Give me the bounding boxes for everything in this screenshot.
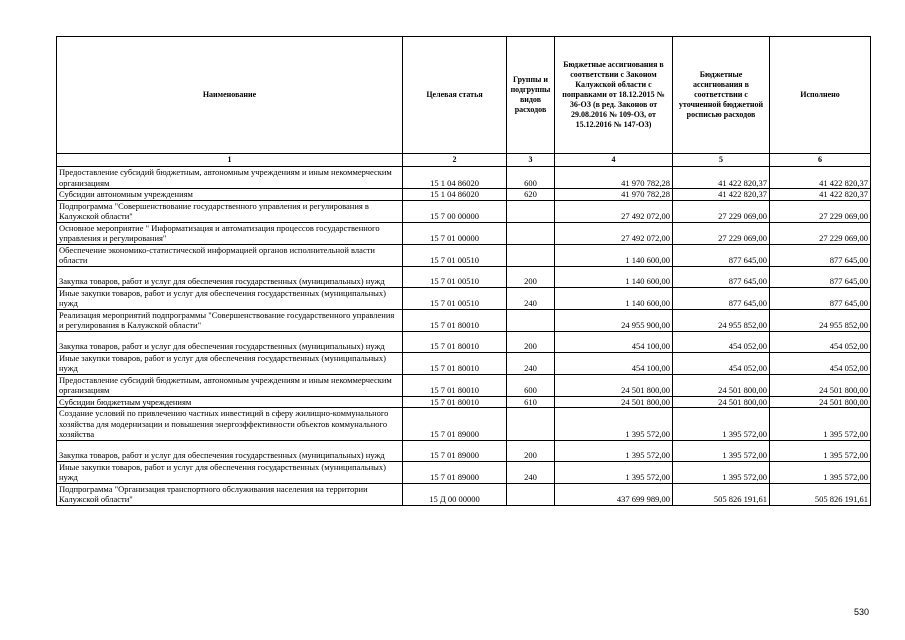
row-refined-amount: 454 052,00 bbox=[673, 352, 770, 374]
row-target-article: 15 7 00 00000 bbox=[403, 200, 507, 222]
row-law-amount: 1 140 600,00 bbox=[555, 244, 673, 266]
table-row bbox=[57, 200, 871, 222]
row-expense-group: 200 bbox=[507, 440, 555, 461]
row-executed-amount: 454 052,00 bbox=[770, 352, 871, 374]
row-refined-amount: 24 955 852,00 bbox=[673, 309, 770, 331]
row-refined-amount: 24 501 800,00 bbox=[673, 374, 770, 396]
header-expense-groups: Группы и подгруппы видов расходов bbox=[507, 37, 555, 154]
table-row bbox=[57, 374, 871, 396]
row-expense-group bbox=[507, 200, 555, 222]
row-refined-amount: 454 052,00 bbox=[673, 331, 770, 352]
table-row bbox=[57, 266, 871, 287]
row-expense-group: 240 bbox=[507, 461, 555, 483]
row-name: Закупка товаров, работ и услуг для обеспечения государственных (муниципальных) нужд bbox=[57, 266, 403, 287]
row-expense-group bbox=[507, 244, 555, 266]
row-target-article: 15 7 01 89000 bbox=[403, 440, 507, 461]
table-row bbox=[57, 408, 871, 441]
row-target-article: 15 1 04 86020 bbox=[403, 189, 507, 201]
row-name: Иные закупки товаров, работ и услуг для обеспечения государственных (муниципальных) нужд bbox=[57, 287, 403, 309]
row-law-amount: 1 140 600,00 bbox=[555, 266, 673, 287]
row-expense-group bbox=[507, 222, 555, 244]
row-refined-amount: 877 645,00 bbox=[673, 244, 770, 266]
row-executed-amount: 505 826 191,61 bbox=[770, 483, 871, 505]
column-number: 5 bbox=[673, 154, 770, 167]
row-executed-amount: 877 645,00 bbox=[770, 266, 871, 287]
row-law-amount: 1 395 572,00 bbox=[555, 408, 673, 441]
table-row bbox=[57, 222, 871, 244]
row-refined-amount: 41 422 820,37 bbox=[673, 167, 770, 189]
table-row bbox=[57, 483, 871, 505]
table-row bbox=[57, 287, 871, 309]
row-executed-amount: 454 052,00 bbox=[770, 331, 871, 352]
table-row bbox=[57, 331, 871, 352]
row-expense-group: 600 bbox=[507, 167, 555, 189]
row-expense-group bbox=[507, 483, 555, 505]
header-refined-allocations: Бюджетные ассигнования в соответствии с уточненной бюджетной росписью расходов bbox=[673, 37, 770, 154]
row-target-article: 15 7 01 00510 bbox=[403, 244, 507, 266]
column-number: 1 bbox=[57, 154, 403, 167]
row-executed-amount: 24 501 800,00 bbox=[770, 396, 871, 408]
row-refined-amount: 1 395 572,00 bbox=[673, 440, 770, 461]
row-name: Предоставление субсидий бюджетным, автономным учреждениям и иным некоммерческим организациям bbox=[57, 374, 403, 396]
row-executed-amount: 24 955 852,00 bbox=[770, 309, 871, 331]
row-executed-amount: 41 422 820,37 bbox=[770, 167, 871, 189]
table-row bbox=[57, 440, 871, 461]
column-number: 3 bbox=[507, 154, 555, 167]
row-law-amount: 24 501 800,00 bbox=[555, 396, 673, 408]
header-executed: Исполнено bbox=[770, 37, 871, 154]
row-executed-amount: 877 645,00 bbox=[770, 244, 871, 266]
row-executed-amount: 1 395 572,00 bbox=[770, 408, 871, 441]
row-name: Иные закупки товаров, работ и услуг для обеспечения государственных (муниципальных) нужд bbox=[57, 352, 403, 374]
table-row bbox=[57, 309, 871, 331]
row-target-article: 15 7 01 80010 bbox=[403, 396, 507, 408]
row-expense-group bbox=[507, 408, 555, 441]
row-expense-group: 610 bbox=[507, 396, 555, 408]
row-expense-group: 200 bbox=[507, 331, 555, 352]
row-expense-group: 240 bbox=[507, 352, 555, 374]
row-law-amount: 1 140 600,00 bbox=[555, 287, 673, 309]
row-expense-group: 600 bbox=[507, 374, 555, 396]
row-name: Основное мероприятие " Информатизация и автоматизация процессов государственного управления и регулирования" bbox=[57, 222, 403, 244]
row-refined-amount: 27 229 069,00 bbox=[673, 200, 770, 222]
row-law-amount: 27 492 072,00 bbox=[555, 222, 673, 244]
table-row bbox=[57, 189, 871, 201]
budget-table bbox=[56, 36, 871, 506]
column-number: 4 bbox=[555, 154, 673, 167]
row-executed-amount: 41 422 820,37 bbox=[770, 189, 871, 201]
row-expense-group: 620 bbox=[507, 189, 555, 201]
row-law-amount: 437 699 989,00 bbox=[555, 483, 673, 505]
row-executed-amount: 24 501 800,00 bbox=[770, 374, 871, 396]
row-executed-amount: 27 229 069,00 bbox=[770, 200, 871, 222]
row-law-amount: 41 970 782,28 bbox=[555, 167, 673, 189]
row-name: Субсидии бюджетным учреждениям bbox=[57, 396, 403, 408]
row-refined-amount: 877 645,00 bbox=[673, 287, 770, 309]
row-law-amount: 454 100,00 bbox=[555, 352, 673, 374]
header-law-allocations: Бюджетные ассигнования в соответствии с Законом Калужской области с поправками от 18.12.2015 № 36-ОЗ (в ред. Законов от 29.08.2016 № 109-ОЗ, от 15.12.2016 № 147-ОЗ) bbox=[555, 37, 673, 154]
table-row bbox=[57, 244, 871, 266]
row-target-article: 15 7 01 80010 bbox=[403, 374, 507, 396]
header-name: Наименование bbox=[57, 37, 403, 154]
row-name: Обеспечение экономико-статистической информацией органов исполнительной власти области bbox=[57, 244, 403, 266]
row-law-amount: 24 955 900,00 bbox=[555, 309, 673, 331]
row-name: Подпрограмма "Организация транспортного обслуживания населения на территории Калужской области" bbox=[57, 483, 403, 505]
row-target-article: 15 7 01 89000 bbox=[403, 461, 507, 483]
row-name: Закупка товаров, работ и услуг для обеспечения государственных (муниципальных) нужд bbox=[57, 331, 403, 352]
row-executed-amount: 27 229 069,00 bbox=[770, 222, 871, 244]
row-name: Реализация мероприятий подпрограммы "Совершенствование государственного управления и регулирования в Калужской области" bbox=[57, 309, 403, 331]
column-number: 6 bbox=[770, 154, 871, 167]
row-refined-amount: 1 395 572,00 bbox=[673, 461, 770, 483]
row-law-amount: 1 395 572,00 bbox=[555, 461, 673, 483]
row-expense-group: 200 bbox=[507, 266, 555, 287]
row-refined-amount: 41 422 820,37 bbox=[673, 189, 770, 201]
row-refined-amount: 24 501 800,00 bbox=[673, 396, 770, 408]
row-law-amount: 24 501 800,00 bbox=[555, 374, 673, 396]
row-target-article: 15 7 01 89000 bbox=[403, 408, 507, 441]
column-number-row bbox=[57, 154, 871, 167]
row-refined-amount: 1 395 572,00 bbox=[673, 408, 770, 441]
table-row bbox=[57, 461, 871, 483]
row-expense-group bbox=[507, 309, 555, 331]
row-law-amount: 27 492 072,00 bbox=[555, 200, 673, 222]
table-row bbox=[57, 352, 871, 374]
table-body bbox=[57, 167, 871, 506]
row-refined-amount: 505 826 191,61 bbox=[673, 483, 770, 505]
column-number: 2 bbox=[403, 154, 507, 167]
row-refined-amount: 877 645,00 bbox=[673, 266, 770, 287]
header-target-article: Целевая статья bbox=[403, 37, 507, 154]
row-name: Подпрограмма "Совершенствование государственного управления и регулирования в Калужской области" bbox=[57, 200, 403, 222]
row-target-article: 15 7 01 80010 bbox=[403, 309, 507, 331]
row-law-amount: 454 100,00 bbox=[555, 331, 673, 352]
row-law-amount: 1 395 572,00 bbox=[555, 440, 673, 461]
row-target-article: 15 7 01 80010 bbox=[403, 331, 507, 352]
table-row bbox=[57, 167, 871, 189]
row-law-amount: 41 970 782,28 bbox=[555, 189, 673, 201]
row-executed-amount: 877 645,00 bbox=[770, 287, 871, 309]
row-target-article: 15 7 01 80010 bbox=[403, 352, 507, 374]
row-executed-amount: 1 395 572,00 bbox=[770, 440, 871, 461]
row-target-article: 15 7 01 00510 bbox=[403, 287, 507, 309]
row-name: Иные закупки товаров, работ и услуг для обеспечения государственных (муниципальных) нужд bbox=[57, 461, 403, 483]
row-name: Закупка товаров, работ и услуг для обеспечения государственных (муниципальных) нужд bbox=[57, 440, 403, 461]
header-row bbox=[57, 37, 871, 154]
row-name: Создание условий по привлечению частных инвестиций в сферу жилищно-коммунального хозяйства для модернизации и повышения энергоэффективности объектов коммунального хозяйства bbox=[57, 408, 403, 441]
row-expense-group: 240 bbox=[507, 287, 555, 309]
row-target-article: 15 1 04 86020 bbox=[403, 167, 507, 189]
row-target-article: 15 7 01 00000 bbox=[403, 222, 507, 244]
row-name: Предоставление субсидий бюджетным, автономным учреждениям и иным некоммерческим организациям bbox=[57, 167, 403, 189]
row-executed-amount: 1 395 572,00 bbox=[770, 461, 871, 483]
row-target-article: 15 Д 00 00000 bbox=[403, 483, 507, 505]
row-name: Субсидии автономным учреждениям bbox=[57, 189, 403, 201]
page-number: 530 bbox=[853, 607, 869, 617]
row-refined-amount: 27 229 069,00 bbox=[673, 222, 770, 244]
budget-sheet bbox=[56, 36, 870, 506]
row-target-article: 15 7 01 00510 bbox=[403, 266, 507, 287]
table-row bbox=[57, 396, 871, 408]
